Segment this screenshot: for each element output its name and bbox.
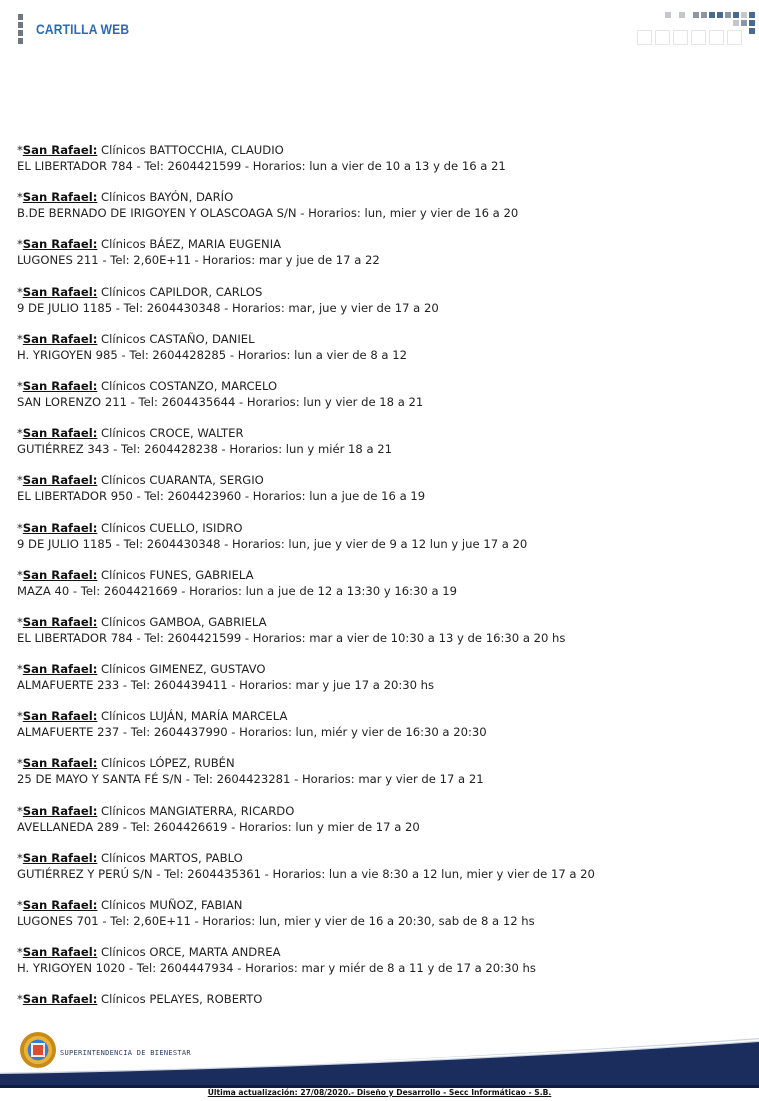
entry-address-details: ALMAFUERTE 233 - Tel: 2604439411 - Horarios: mar y jue 17 a 20:30 hs: [17, 678, 435, 693]
entry-provider-name: Clínicos LUJÁN, MARÍA MARCELA: [101, 709, 288, 724]
entry-heading: [17, 425, 747, 441]
entry-heading: [17, 614, 747, 630]
entry-heading: [17, 944, 747, 960]
footer-wave-banner: [0, 1028, 759, 1088]
entry-heading: [17, 991, 747, 1007]
entry-provider-name: Clínicos MANGIATERRA, RICARDO: [101, 803, 295, 818]
entry-provider-name: Clínicos PELAYES, ROBERTO: [101, 992, 263, 1007]
entry-address-details: GUTIÉRREZ Y PERÚ S/N - Tel: 2604435361 - Horarios: lun a vie 8:30 a 12 lun, mier y vier de 17 a 20: [17, 866, 595, 881]
entry-provider-name: Clínicos MUÑOZ, FABIAN: [101, 898, 243, 912]
entry-heading: [17, 472, 747, 488]
entry-city: San Rafael:: [22, 756, 98, 771]
entry-address-details: AVELLANEDA 289 - Tel: 2604426619 - Horarios: lun y mier de 17 a 20: [17, 819, 420, 834]
directory-entry: [17, 236, 747, 283]
last-updated-note: Última actualización: 27/08/2020.- Diseño y Desarrollo - Secc Informáticao - S.B.: [207, 1088, 552, 1097]
entry-heading: [17, 567, 747, 583]
entry-provider-name: Clínicos LÓPEZ, RUBÉN: [101, 756, 235, 771]
directory-entry: [17, 803, 747, 850]
entry-address-details: 9 DE JULIO 1185 - Tel: 2604430348 - Horarios: mar, jue y vier de 17 a 20: [17, 300, 439, 315]
entry-heading: [17, 850, 747, 866]
entry-address-details: SAN LORENZO 211 - Tel: 2604435644 - Horarios: lun y vier de 18 a 21: [17, 394, 424, 409]
entry-bullet: *: [17, 473, 23, 488]
entry-heading: [17, 142, 747, 158]
directory-entry: [17, 189, 747, 236]
entry-heading: [17, 189, 747, 205]
entry-city: San Rafael:: [22, 898, 98, 912]
entry-provider-name: Clínicos BÁEZ, MARIA EUGENIA: [101, 237, 282, 252]
institution-seal-icon: [20, 1032, 56, 1068]
entry-address-details: GUTIÉRREZ 343 - Tel: 2604428238 - Horarios: lun y miér 18 a 21: [17, 442, 393, 457]
entry-address-details: LUGONES 701 - Tel: 2,60E+11 - Horarios: lun, mier y vier de 16 a 20:30, sab de 8 a 12 hs: [17, 914, 535, 928]
entry-bullet: *: [17, 662, 23, 677]
entry-bullet: *: [17, 614, 23, 629]
directory-entry: [17, 944, 747, 991]
entry-provider-name: Clínicos CASTAÑO, DANIEL: [101, 331, 255, 346]
entry-bullet: *: [17, 709, 23, 724]
entry-address-details: 9 DE JULIO 1185 - Tel: 2604430348 - Horarios: lun, jue y vier de 9 a 12 lun y jue 17 a 20: [17, 536, 528, 551]
entry-address-details: EL LIBERTADOR 784 - Tel: 2604421599 - Horarios: lun a vier de 10 a 13 y de 16 a 21: [17, 159, 506, 173]
directory-list: [17, 142, 747, 1039]
entry-provider-name: Clínicos BATTOCCHIA, CLAUDIO: [101, 143, 284, 157]
entry-provider-name: Clínicos CUELLO, ISIDRO: [101, 520, 243, 535]
directory-entry: [17, 142, 747, 189]
entry-bullet: *: [17, 756, 23, 771]
footer: [0, 1028, 759, 1101]
entry-city: San Rafael:: [22, 237, 98, 252]
entry-city: San Rafael:: [22, 190, 98, 205]
directory-entry: [17, 755, 747, 802]
entry-address-details: ALMAFUERTE 237 - Tel: 2604437990 - Horarios: lun, miér y vier de 16:30 a 20:30: [17, 725, 487, 740]
directory-entry: [17, 472, 747, 519]
entry-bullet: *: [17, 237, 23, 252]
directory-entry: [17, 520, 747, 567]
entry-address-details: MAZA 40 - Tel: 2604421669 - Horarios: lun a jue de 12 a 13:30 y 16:30 a 19: [17, 583, 458, 598]
directory-entry: [17, 897, 747, 944]
entry-provider-name: Clínicos GIMENEZ, GUSTAVO: [101, 662, 266, 677]
entry-heading: [17, 897, 747, 913]
entry-provider-name: Clínicos BAYÓN, DARÍO: [101, 190, 234, 205]
directory-entry: [17, 378, 747, 425]
directory-entry: [17, 850, 747, 897]
entry-city: San Rafael:: [22, 143, 98, 157]
entry-provider-name: Clínicos COSTANZO, MARCELO: [101, 378, 278, 393]
entry-heading: [17, 378, 747, 394]
entry-bullet: *: [17, 898, 23, 912]
entry-bullet: *: [17, 190, 23, 205]
entry-bullet: *: [17, 331, 23, 346]
entry-city: San Rafael:: [22, 473, 98, 488]
page-title: CARTILLA WEB: [36, 21, 130, 37]
entry-city: San Rafael:: [22, 850, 98, 865]
directory-entry: [17, 708, 747, 755]
entry-provider-name: Clínicos CAPILDOR, CARLOS: [101, 284, 263, 299]
entry-heading: [17, 661, 747, 677]
entry-city: San Rafael:: [22, 709, 98, 724]
entry-bullet: *: [17, 945, 23, 960]
header: [0, 0, 759, 60]
entry-address-details: B.DE BERNADO DE IRIGOYEN Y OLASCOAGA S/N - Horarios: lun, mier y vier de 16 a 20: [17, 206, 519, 221]
entry-heading: [17, 803, 747, 819]
header-pixel-decoration: [635, 10, 759, 50]
directory-entry: [17, 425, 747, 472]
entry-city: San Rafael:: [22, 520, 98, 535]
entry-provider-name: Clínicos MARTOS, PABLO: [101, 850, 243, 865]
entry-bullet: *: [17, 992, 23, 1007]
directory-entry: [17, 661, 747, 708]
entry-heading: [17, 708, 747, 724]
entry-heading: [17, 520, 747, 536]
entry-bullet: *: [17, 378, 23, 393]
entry-address-details: 25 DE MAYO Y SANTA FÉ S/N - Tel: 2604423281 - Horarios: mar y vier de 17 a 21: [17, 772, 484, 787]
directory-entry: [17, 284, 747, 331]
entry-address-details: EL LIBERTADOR 784 - Tel: 2604421599 - Horarios: mar a vier de 10:30 a 13 y de 16:30 a 20 hs: [17, 630, 566, 645]
directory-entry: [17, 614, 747, 661]
footer-organization-name: SUPERINTENDENCIA DE BIENESTAR: [60, 1049, 191, 1057]
entry-bullet: *: [17, 850, 23, 865]
entry-bullet: *: [17, 426, 23, 441]
entry-bullet: *: [17, 520, 23, 535]
entry-city: San Rafael:: [22, 567, 98, 582]
entry-address-details: H. YRIGOYEN 985 - Tel: 2604428285 - Horarios: lun a vier de 8 a 12: [17, 347, 407, 362]
entry-heading: [17, 236, 747, 252]
entry-city: San Rafael:: [22, 662, 98, 677]
entry-address-details: EL LIBERTADOR 950 - Tel: 2604423960 - Horarios: lun a jue de 16 a 19: [17, 489, 426, 504]
entry-address-details: H. YRIGOYEN 1020 - Tel: 2604447934 - Horarios: mar y miér de 8 a 11 y de 17 a 20:30 hs: [17, 961, 536, 976]
entry-city: San Rafael:: [22, 426, 98, 441]
entry-city: San Rafael:: [22, 284, 98, 299]
entry-city: San Rafael:: [22, 803, 98, 818]
directory-entry: [17, 567, 747, 614]
entry-bullet: *: [17, 567, 23, 582]
entry-city: San Rafael:: [22, 331, 98, 346]
entry-heading: [17, 331, 747, 347]
entry-address-details: LUGONES 211 - Tel: 2,60E+11 - Horarios: mar y jue de 17 a 22: [17, 253, 380, 268]
entry-city: San Rafael:: [22, 945, 98, 960]
directory-entry: [17, 331, 747, 378]
entry-city: San Rafael:: [22, 614, 98, 629]
entry-bullet: *: [17, 284, 23, 299]
entry-heading: [17, 755, 747, 771]
entry-city: San Rafael:: [22, 992, 98, 1007]
entry-provider-name: Clínicos ORCE, MARTA ANDREA: [101, 945, 281, 960]
entry-heading: [17, 284, 747, 300]
entry-city: San Rafael:: [22, 378, 98, 393]
entry-provider-name: Clínicos FUNES, GABRIELA: [101, 567, 254, 582]
entry-provider-name: Clínicos CUARANTA, SERGIO: [101, 473, 264, 488]
entry-provider-name: Clínicos CROCE, WALTER: [101, 426, 244, 441]
entry-bullet: *: [17, 803, 23, 818]
entry-provider-name: Clínicos GAMBOA, GABRIELA: [101, 614, 267, 629]
header-bar-mark: [18, 14, 23, 46]
entry-bullet: *: [17, 143, 23, 157]
